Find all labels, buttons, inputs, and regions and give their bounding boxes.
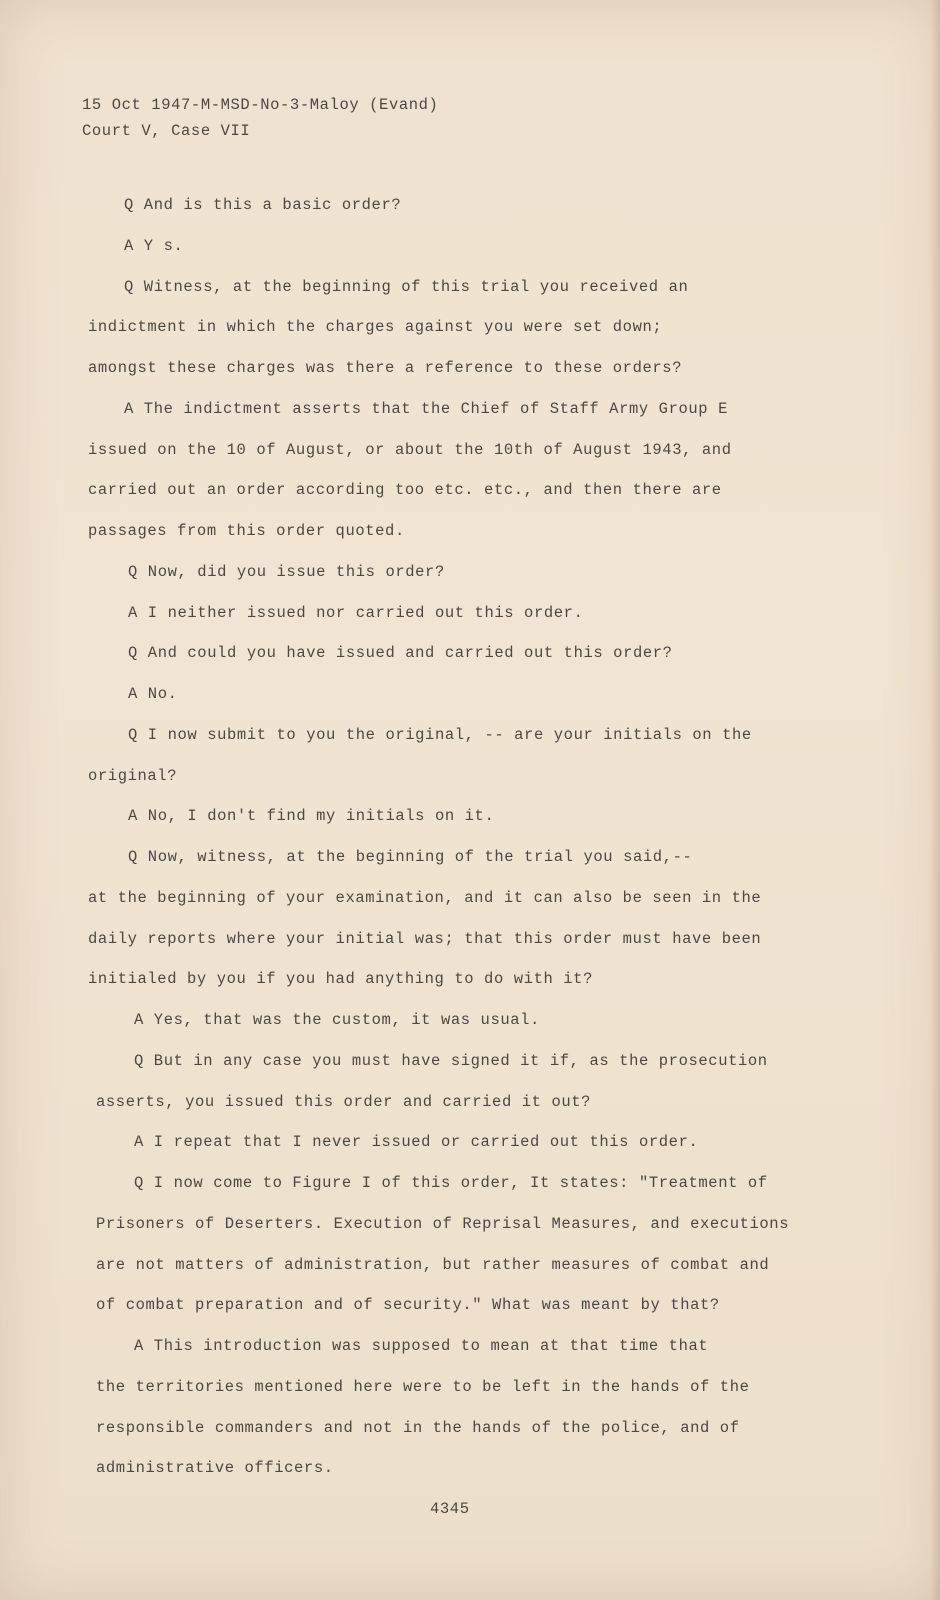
transcript-line: asserts, you issued this order and carried it out? — [96, 1093, 592, 1111]
transcript-line: A Yes, that was the custom, it was usual. — [134, 1011, 540, 1029]
transcript-line: A The indictment asserts that the Chief of Staff Army Group E — [124, 400, 728, 418]
transcript-line: of combat preparation and of security." What was meant by that? — [96, 1296, 720, 1314]
transcript-line: Q Now, did you issue this order? — [128, 563, 445, 581]
header-line-1: 15 Oct 1947-M-MSD-No-3-Maloy (Evand) — [82, 96, 439, 114]
transcript-line: responsible commanders and not in the hands of the police, and of — [96, 1419, 740, 1437]
transcript-line: Q I now submit to you the original, -- are your initials on the — [128, 726, 752, 744]
transcript-line: A I neither issued nor carried out this order. — [128, 604, 584, 622]
transcript-line: Q Witness, at the beginning of this trial you received an — [124, 278, 689, 296]
transcript-line: issued on the 10 of August, or about the 10th of August 1943, and — [88, 441, 732, 459]
transcript-line: Q And is this a basic order? — [124, 196, 402, 214]
transcript-line: amongst these charges was there a reference to these orders? — [88, 359, 683, 377]
transcript-line: Q And could you have issued and carried out this order? — [128, 644, 673, 662]
header-line-2: Court V, Case VII — [82, 122, 251, 140]
transcript-line: are not matters of administration, but rather measures of combat and — [96, 1256, 770, 1274]
transcript-line: A No, I don't find my initials on it. — [128, 807, 495, 825]
transcript-line: at the beginning of your examination, and it can also be seen in the — [88, 889, 762, 907]
transcript-line: Q Now, witness, at the beginning of the trial you said,-- — [128, 848, 693, 866]
document-header — [82, 92, 438, 144]
transcript-line: A I repeat that I never issued or carried out this order. — [134, 1133, 699, 1151]
transcript-line: A No. — [128, 685, 178, 703]
transcript-line: original? — [88, 767, 178, 785]
transcript-line: Q I now come to Figure I of this order, It states: "Treatment of — [134, 1174, 768, 1192]
transcript-line: carried out an order according too etc. etc., and then there are — [88, 481, 722, 499]
transcript-line: initialed by you if you had anything to do with it? — [88, 970, 593, 988]
transcript-line: A Y s. — [124, 237, 184, 255]
transcript-line: Q But in any case you must have signed it if, as the prosecution — [134, 1052, 768, 1070]
transcript-line: the territories mentioned here were to be left in the hands of the — [96, 1378, 750, 1396]
transcript-line: Prisoners of Deserters. Execution of Reprisal Measures, and executions — [96, 1215, 790, 1233]
transcript-line: indictment in which the charges against you were set down; — [88, 318, 663, 336]
page-number: 4345 — [430, 1500, 470, 1518]
transcript-line: daily reports where your initial was; that this order must have been — [88, 930, 762, 948]
transcript-line: administrative officers. — [96, 1459, 334, 1477]
transcript-line: passages from this order quoted. — [88, 522, 405, 540]
transcript-line: A This introduction was supposed to mean at that time that — [134, 1337, 709, 1355]
